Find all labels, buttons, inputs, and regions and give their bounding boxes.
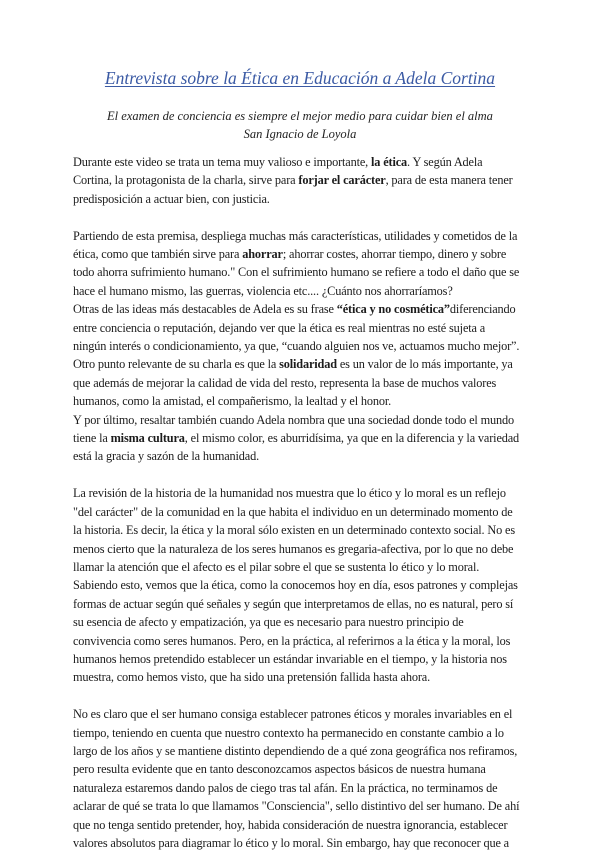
paragraph-1 <box>73 153 535 208</box>
text-line: Sabiendo esto, vemos que la ética, como la conocemos hoy en día, esos patrones y complejas <box>73 578 518 593</box>
text-line: Y por último, resaltar también cuando Adela nombra que una sociedad donde todo el mundo <box>73 412 515 427</box>
paragraph-4 <box>73 705 535 852</box>
text-line: Partiendo de esta premisa, despliega muchas más características, utilidades y cometidos de la <box>73 228 518 243</box>
text-line: todo ahorra sufrimiento humano." Con el sufrimiento humano se refiere a todo el daño que se <box>73 265 520 280</box>
text-line: No es claro que el ser humano consiga establecer patrones éticos y morales invariables en el <box>73 707 513 722</box>
text-line: La revisión de la historia de la humanidad nos muestra que lo ético y lo moral es un reflejo <box>73 486 506 501</box>
paragraph-gap <box>73 687 535 705</box>
text-line: predisposición a actuar bien, con justicia. <box>73 191 270 206</box>
paragraph-gap <box>73 208 535 226</box>
text-line: tiene la misma cultura, el mismo color, es aburridísima, ya que en la diferencia y la variedad <box>73 431 520 446</box>
text-line: ningún interés o condicionamiento, ya que, “cuando alguien nos ve, actuamos mucho mejor”. <box>73 339 520 354</box>
text-line: Otras de las ideas más destacables de Adela es su frase “ética y no cosmética”diferenciando <box>73 302 516 317</box>
text-line: su esencia de afecto y empatización, ya que es necesario para nuestro principio de <box>73 615 464 630</box>
epigraph <box>60 107 540 143</box>
bold-term: “ética y no cosmética” <box>336 302 450 317</box>
text-line: Cortina, la protagonista de la charla, sirve para forjar el carácter, para de esta manera tener <box>73 173 513 188</box>
text-line: Otro punto relevante de su charla es que la solidaridad es un valor de lo más importante, ya <box>73 357 513 372</box>
text-line: la historia. Es decir, la ética y la moral sólo existen en un determinado contexto social. No es <box>73 523 516 538</box>
bold-term: forjar el carácter <box>298 173 386 188</box>
document-body <box>73 153 535 852</box>
text-line: formas de actuar según qué señales y según que interpretamos de ellas, no es natural, pero sí <box>73 596 514 611</box>
text-line: hace el humano mismo, las guerras, violencia etc.... ¿Cuánto nos ahorraríamos? <box>73 283 453 298</box>
text-line: pero resulta evidente que en tanto desconozcamos aspectos básicos de nuestra humana <box>73 762 486 777</box>
document-title[interactable]: Entrevista sobre la Ética en Educación a Adela Cortina <box>104 68 496 88</box>
text-line: convivencia como seres humanos. Pero, en la práctica, al referirnos a la ética y la moral, los <box>73 633 511 648</box>
bold-term: ahorrar <box>242 247 283 262</box>
text-line: está la gracia y sazón de la humanidad. <box>73 449 260 464</box>
paragraph-3 <box>73 484 535 686</box>
text-line: llamar la atención que el afecto es el pilar sobre el que se sustenta lo ético y lo moral. <box>73 559 480 574</box>
paragraph-gap <box>73 466 535 484</box>
bold-term: solidaridad <box>279 357 337 372</box>
text-line: muestra, como hemos visto, que ha sido una pretensión fallida hasta ahora. <box>73 670 431 685</box>
text-line: Durante este video se trata un tema muy valioso e importante, la ética. Y según Adela <box>73 155 483 169</box>
epigraph-quote: El examen de conciencia es siempre el mejor medio para cuidar bien el alma <box>107 109 493 123</box>
text-line: tiempo, teniendo en cuenta que nuestro contexto ha permanecido en constante cambio a lo <box>73 725 504 740</box>
text-line: que además de mejorar la calidad de vida del resto, representa la base de muchos valores <box>73 375 497 390</box>
text-line: naturaleza estaremos dando palos de ciego tras tal afán. En la práctica, no terminamos de <box>73 780 498 795</box>
bold-term: misma cultura <box>110 431 185 446</box>
text-line: humanos, como la amistad, el compañerismo, la lealtad y el honor. <box>73 394 392 409</box>
text-line: que no tenga sentido pretender, hoy, habida consideración de nuestra ignorancia, establecer <box>73 817 508 832</box>
text-line: largo de los años y se mantiene distinto dependiendo de a qué zona geográfica nos refiramos, <box>73 743 518 758</box>
paragraph-2 <box>73 227 535 466</box>
text-line: entre conciencia o reputación, dejando ver que la ética es real mientras no esté sujeta a <box>73 320 486 335</box>
epigraph-author: San Ignacio de Loyola <box>243 127 357 141</box>
text-line: menos cierto que la naturaleza de los seres humanos es gregaria-afectiva, por lo que no debe <box>73 541 514 556</box>
text-line: humanos hemos pretendido establecer un estándar invariable en el tiempo, y la historia nos <box>73 651 507 666</box>
text-line: aclarar de qué se trata lo que llamamos "Consciencia", sello distintivo del ser humano. De ahí <box>73 799 520 814</box>
bold-term: la ética <box>371 155 408 169</box>
text-line: ética, como que también sirve para ahorrar; ahorrar costes, ahorrar tiempo, dinero y sobre <box>73 247 507 262</box>
text-line: valores absolutos para diagramar lo ético y lo moral. Sin embargo, hay que reconocer que a <box>73 835 509 850</box>
text-line: "del carácter" de la comunidad en la que habita el individuo en un determinado momento de <box>73 504 513 519</box>
